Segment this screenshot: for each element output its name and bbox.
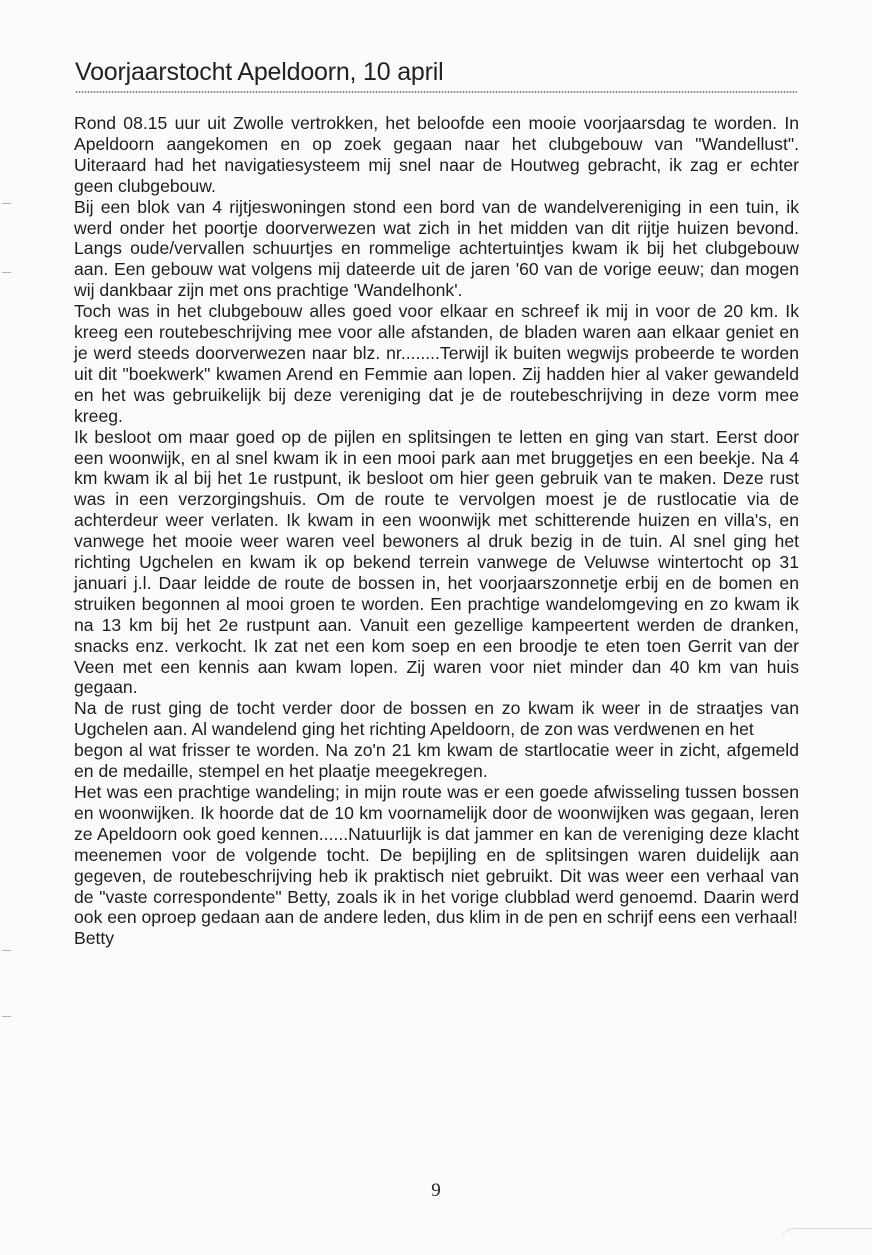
scan-edge-mark — [2, 203, 11, 204]
paragraph: Na de rust ging de tocht verder door de bossen en zo kwam ik weer in de straatjes van Ugchelen aan. Al wandelend ging het richting Apeldoorn, de zon was verdwenen en het — [74, 698, 799, 740]
article-title: Voorjaarstocht Apeldoorn, 10 april — [75, 58, 444, 86]
paragraph: Rond 08.15 uur uit Zwolle vertrokken, het beloofde een mooie voorjaarsdag te worden. In Apeldoorn aangekomen en op zoek gegaan naar het clubgebouw van "Wandellust". Uiteraard had het navigatiesysteem mij snel naar de Houtweg gebracht, ik zag er echter geen clubgebouw. — [74, 113, 799, 196]
article-body — [74, 113, 799, 949]
paragraph: Bij een blok van 4 rijtjeswoningen stond een bord van de wandelvereniging in een tuin, ik werd onder het poortje doorverwezen wat zich in het midden van dit rijtje huizen bevond. Langs oude/vervallen schuurtjes en rommelige achtertuintjes kwam ik bij het clubgebouw aan. Een gebouw wat volgens mij dateerde uit de jaren '60 van de vorige eeuw; dan mogen wij dankbaar zijn met ons prachtige 'Wandelhonk'. — [74, 196, 799, 301]
paragraph: begon al wat frisser te worden. Na zo'n 21 km kwam de startlocatie weer in zicht, afgemeld en de medaille, stempel en het plaatje meegekregen. — [74, 740, 799, 782]
paragraph: Ik besloot om maar goed op de pijlen en splitsingen te letten en ging van start. Eerst door een woonwijk, en al snel kwam ik in een mooi park aan met bruggetjes en een beekje. Na 4 km kwam ik al bij het 1e rustpunt, ik besloot om hier geen gebruik van te maken. Deze rust was in een verzorgingshuis. Om de route te vervolgen moest je de rustlocatie via de achterdeur weer verlaten. Ik kwam in een woonwijk met schitterende huizen en villa's, en vanwege het mooie weer waren veel bewoners al druk bezig in de tuin. Al snel ging het richting Ugchelen en kwam ik op bekend terrein vanwege de Veluwse wintertocht op 31 januari j.l. Daar leidde de route de bossen in, het voorjaarszonnetje erbij en de bomen en struiken begonnen al mooi groen te worden. Een prachtige wandelomgeving en zo kwam ik na 13 km bij het 2e rustpunt aan. Vanuit een gezellige kampeertent werden de dranken, snacks enz. verkocht. Ik zat net een kom soep en een broodje te eten toen Gerrit van der Veen met een kennis aan kwam lopen. Zij waren voor niet minder dan 40 km van huis gegaan. — [74, 426, 799, 698]
signature: Betty — [74, 928, 115, 949]
paragraph: Het was een prachtige wandeling; in mijn route was er een goede afwisseling tussen bossen en woonwijken. Ik hoorde dat de 10 km voornamelijk door de woonwijken was gegaan, leren ze Apeldoorn ook goed kennen......Natuurlijk is dat jammer en kan de vereniging deze klacht meenemen voor de volgende tocht. De bepijling en de splitsingen waren duidelijk aan gegeven, de routebeschrijving heb ik praktisch niet gebruikt. Dit was weer een verhaal van de "vaste correspondente" Betty, zoals ik in het vorige clubblad werd genoemd. Daarin werd ook een oproep gedaan aan de andere leden, dus klim in de pen en schrijf eens een verhaal! — [74, 782, 799, 928]
page-corner-shadow — [780, 1228, 872, 1243]
article-header — [75, 56, 797, 94]
page-number: 9 — [431, 1180, 441, 1201]
scan-edge-mark — [2, 1016, 11, 1017]
scan-edge-mark — [2, 272, 11, 273]
title-dotted-rule — [75, 90, 797, 94]
scan-edge-mark — [2, 950, 11, 951]
paragraph: Toch was in het clubgebouw alles goed voor elkaar en schreef ik mij in voor de 20 km. Ik kreeg een routebeschrijving mee voor alle afstanden, de bladen waren aan elkaar geniet en je werd steeds doorverwezen naar blz. nr........Terwijl ik buiten wegwijs probeerde te worden uit dit "boekwerk" kwamen Arend en Femmie aan lopen. Zij hadden hier al vaker gewandeld en het was gebruikelijk bij deze vereniging dat je de routebeschrijving in deze vorm mee kreeg. — [74, 301, 799, 426]
